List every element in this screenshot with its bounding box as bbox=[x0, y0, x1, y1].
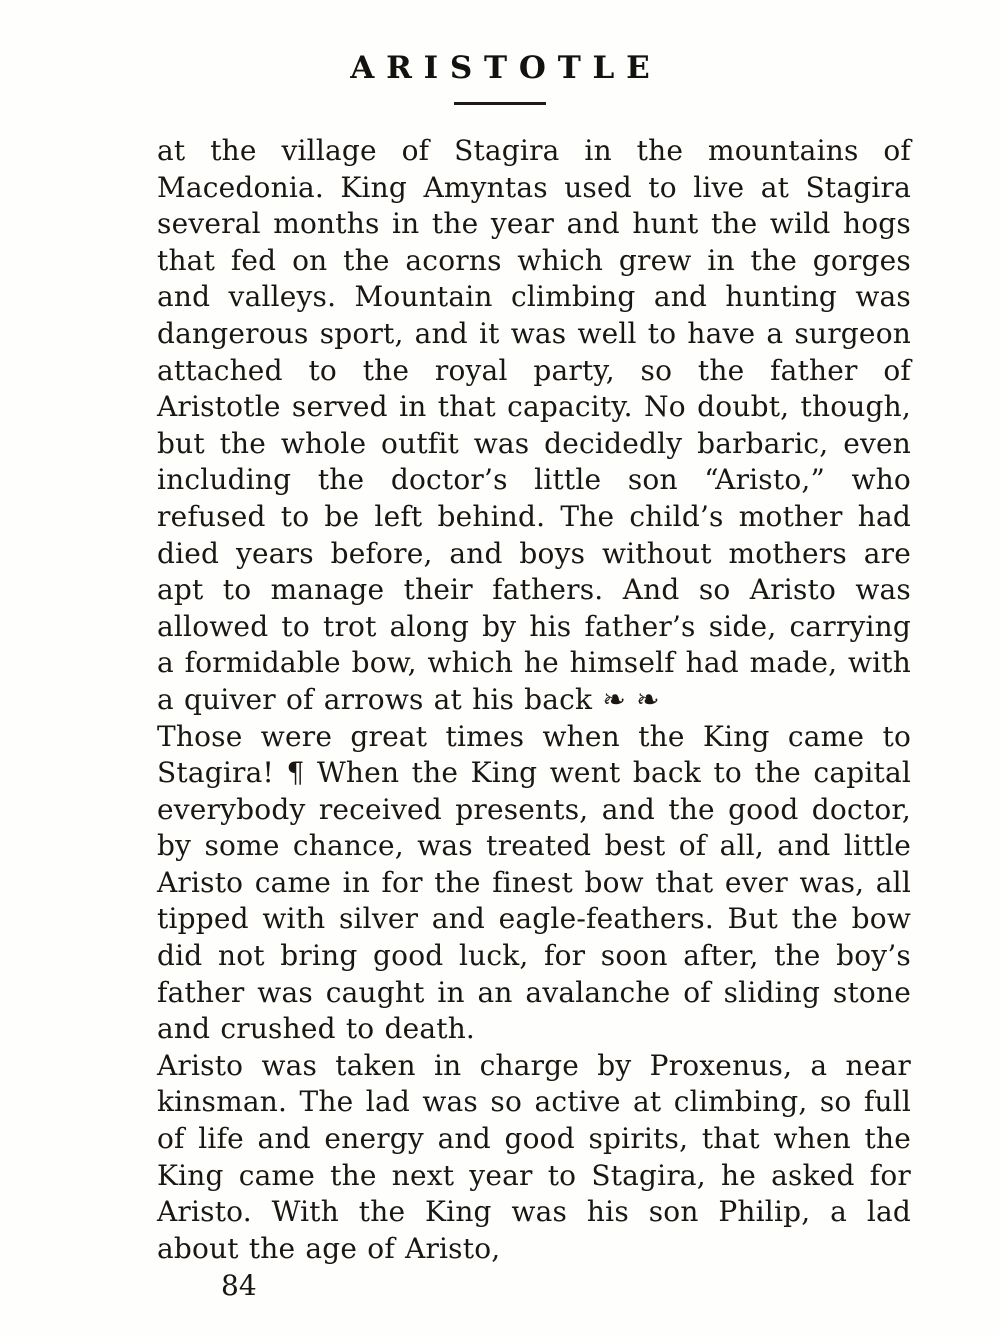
page-number: 84 bbox=[221, 1269, 257, 1303]
title-block bbox=[0, 0, 1000, 105]
paragraph: Aristo was taken in charge by Proxenus, a near kinsman. The lad was so active at climbing, so full of life and energy and good spirits, that when the King came the next year to Stagira, he asked for Aristo. With the King was his son Philip, a lad about the age of Aristo, bbox=[157, 1048, 911, 1265]
paragraph: at the village of Stagira in the mountains of Macedonia. King Amyntas used to live at Stagira several months in the year and hunt the wild hogs that fed on the acorns which grew in the gorges and valleys. Mountain climbing and hunting was dangerous sport, and it was well to have a surgeon attached to the royal party, so the father of Aristotle served in that capacity. No doubt, though, but the whole outfit was decidedly barbaric, even including the doctor’s little son “Aristo,” who refused to be left behind. The child’s mother had died years before, and boys without mothers are apt to manage their fathers. And so Aristo was allowed to trot along by his father’s side, carrying a formidable bow, which he himself had made, with a quiver of arrows at his back ❧ ❧ bbox=[157, 134, 911, 716]
title-rule bbox=[454, 102, 546, 105]
body-text bbox=[157, 133, 911, 1267]
paragraph: Those were great times when the King came to Stagira! ¶ When the King went back to the capital everybody received presents, and the good doctor, by some chance, was treated best of all, and little Aristo came in for the finest bow that ever was, all tipped with silver and eagle-feathers. But the bow did not bring good luck, for soon after, the boy’s father was caught in an avalanche of sliding stone and crushed to death. bbox=[157, 719, 911, 1046]
page-title: ARISTOTLE bbox=[350, 50, 662, 86]
